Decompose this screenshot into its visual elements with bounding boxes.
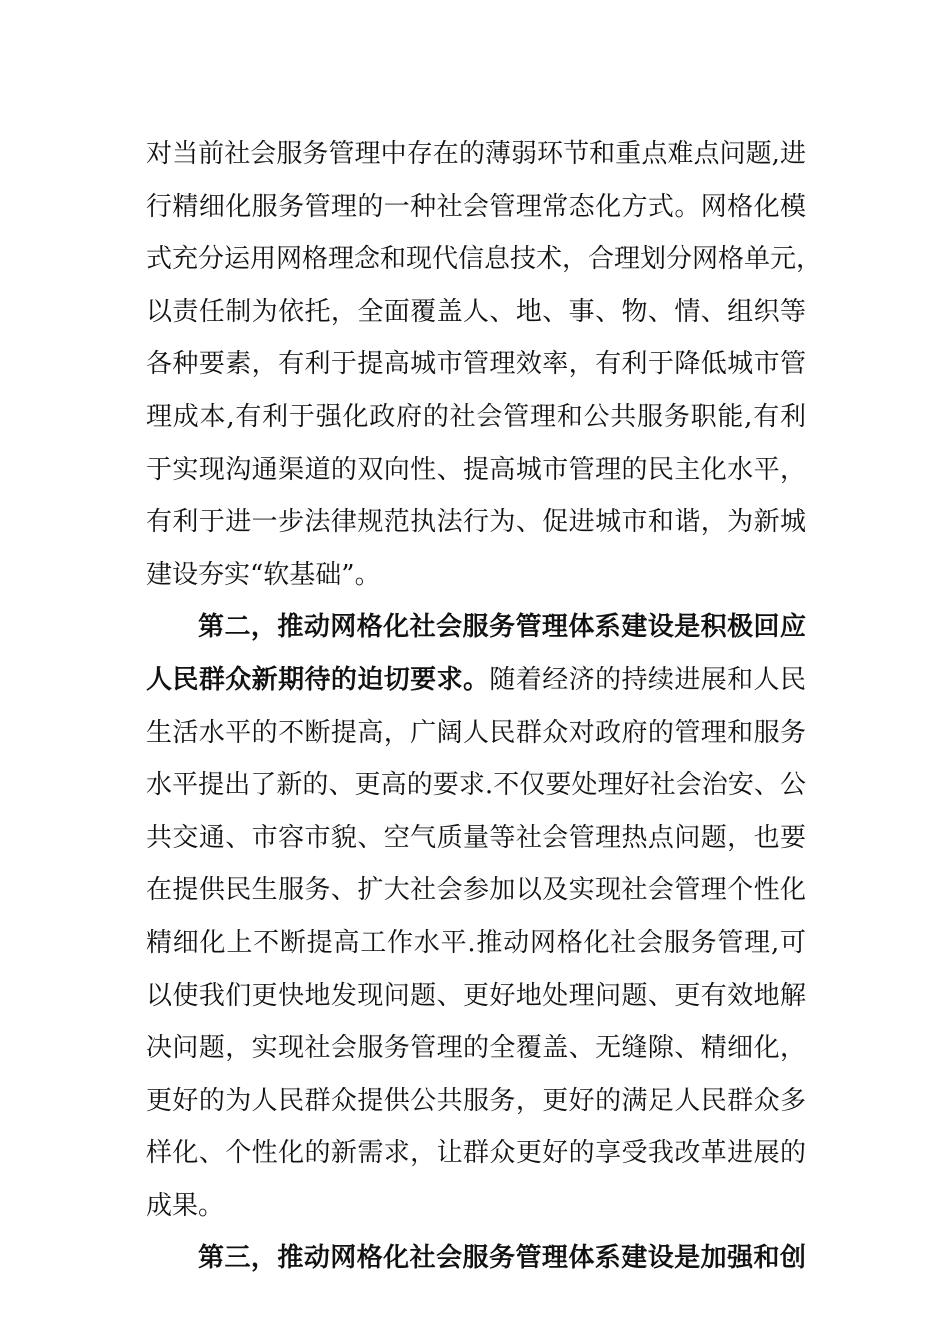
text-line: 共交通、市容市貌、空气质量等社会管理热点问题，也要 xyxy=(146,822,806,853)
text-line xyxy=(146,654,806,707)
text-line: 建设夯实“软基础”。 xyxy=(146,559,381,590)
section-heading-3: 第三，推动网格化社会服务管理体系建设是加强和创 xyxy=(198,1243,806,1274)
text-span: 随着经济的持续进展和人民 xyxy=(489,664,806,695)
text-line: 行精细化服务管理的一种社会管理常态化方式。网格化模 xyxy=(146,191,806,222)
text-line: 样化、个性化的新需求，让群众更好的享受我改革进展的 xyxy=(146,1138,806,1169)
text-line: 更好的为人民群众提供公共服务，更好的满足人民群众多 xyxy=(146,1085,806,1116)
text-line: 成果。 xyxy=(146,1190,225,1221)
text-line: 精细化上不断提高工作水平.推动网格化社会服务管理,可 xyxy=(146,927,806,958)
text-line: 式充分运用网格理念和现代信息技术，合理划分网格单元， xyxy=(146,244,823,275)
text-line: 理成本,有利于强化政府的社会管理和公共服务职能,有利 xyxy=(146,401,806,432)
section-heading-2-continued: 人民群众新期待的迫切要求。 xyxy=(146,664,490,695)
text-line: 有利于进一步法律规范执法行为、促进城市和谐，为新城 xyxy=(146,507,806,538)
document-body xyxy=(146,128,823,1285)
text-line: 以责任制为依托，全面覆盖人、地、事、物、情、组织等 xyxy=(146,296,806,327)
text-line: 水平提出了新的、更高的要求.不仅要处理好社会治安、公 xyxy=(146,770,806,801)
section-heading-2: 第二，推动网格化社会服务管理体系建设是积极回应 xyxy=(198,612,806,643)
text-line: 在提供民生服务、扩大社会参加以及实现社会管理个性化 xyxy=(146,875,806,906)
text-line: 决问题，实现社会服务管理的全覆盖、无缝隙、精细化， xyxy=(146,1033,806,1064)
text-line: 以使我们更快地发现问题、更好地处理问题、更有效地解 xyxy=(146,980,806,1011)
text-line: 各种要素，有利于提高城市管理效率，有利于降低城市管 xyxy=(146,349,806,380)
text-line: 对当前社会服务管理中存在的薄弱环节和重点难点问题,进 xyxy=(146,139,806,169)
text-line: 于实现沟通渠道的双向性、提高城市管理的民主化水平， xyxy=(146,454,806,485)
text-line: 生活水平的不断提高，广阔人民群众对政府的管理和服务 xyxy=(146,717,806,748)
